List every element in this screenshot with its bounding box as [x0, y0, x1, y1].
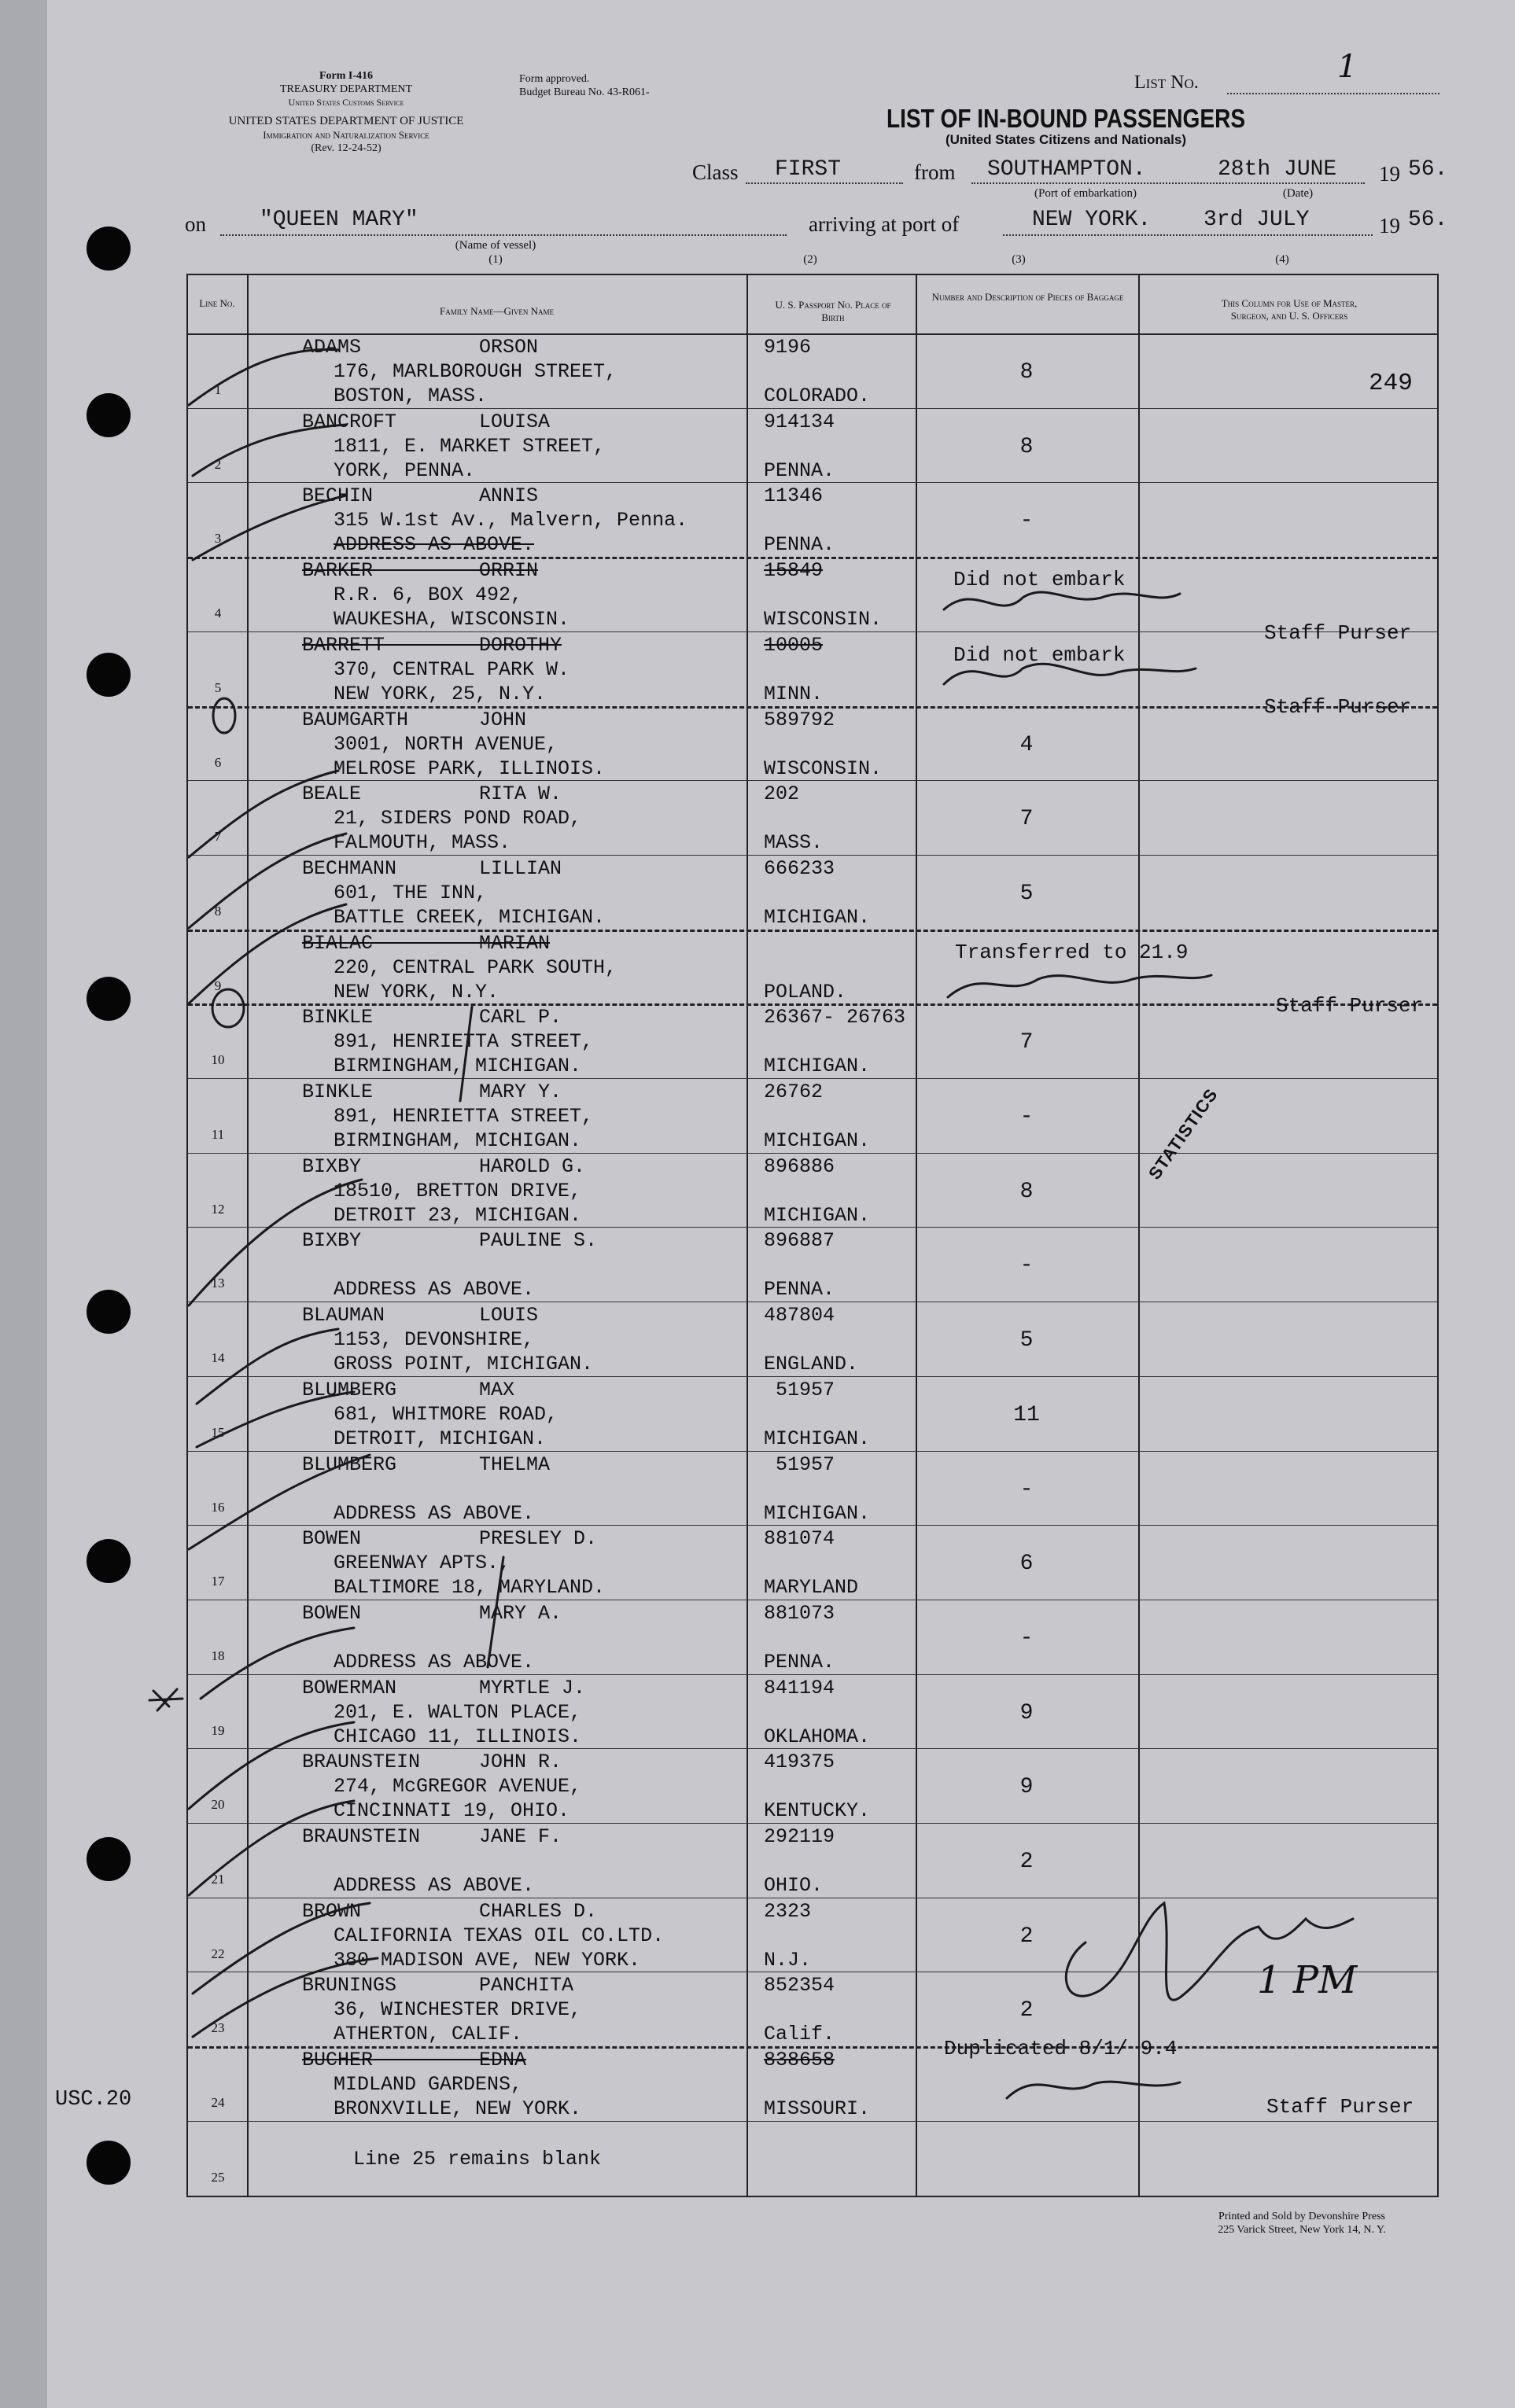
passenger-address: MIDLAND GARDENS,: [334, 2073, 523, 2097]
place-of-birth: PENNA.: [764, 458, 835, 482]
passport-number: 9196: [764, 336, 812, 359]
passenger-address: 36, WINCHESTER DRIVE,: [334, 1998, 582, 2022]
passport-number: 26762: [764, 1081, 824, 1103]
passport-number: 841194: [764, 1676, 835, 1699]
vessel-name: "QUEEN MARY": [260, 208, 418, 232]
printer-footer: Printed and Sold by Devonshire Press 225 Varick Street, New York 14, N. Y.: [1218, 2211, 1386, 2236]
passenger-name: BECHMANN LILLIAN: [302, 856, 562, 880]
place-of-birth: ENGLAND.: [764, 1353, 859, 1376]
class-label: Class: [692, 160, 739, 184]
col-header-baggage: Number and Description of Pieces of Baggage: [931, 291, 1124, 303]
note-row9: Transferred to 21.9: [955, 941, 1189, 964]
page-title: LIST OF IN-BOUND PASSENGERS: [886, 104, 1246, 133]
baggage-count: 2: [1019, 1924, 1034, 1949]
passport-number: 15849: [764, 559, 824, 583]
passenger-name: BUCHER EDNA: [302, 2049, 527, 2072]
passport-number: 292119: [764, 1825, 835, 1848]
staff-purser-row5: Staff Purser: [1264, 695, 1412, 719]
passenger-address: 18510, BRETTON DRIVE,: [334, 1179, 582, 1202]
passport-number: 2323: [764, 1899, 812, 1923]
baggage-count: 2: [1019, 1998, 1034, 2023]
passenger-name: BLUMBERG THELMA: [302, 1453, 551, 1476]
passenger-city: ADDRESS AS ABOVE.: [334, 533, 535, 557]
passport-number: 11346: [764, 484, 824, 508]
arrival-year-prefix: 19: [1379, 214, 1400, 237]
line-number: 1: [214, 382, 222, 397]
passenger-address: 891, HENRIETTA STREET,: [334, 1030, 594, 1054]
baggage-count: 8: [1019, 434, 1034, 459]
passenger-name: BANCROFT LOUISA: [302, 410, 551, 433]
passport-number: 666233: [764, 856, 835, 880]
passenger-city: GROSS POINT, MICHIGAN.: [334, 1353, 594, 1376]
col1-num: (1): [488, 253, 503, 266]
on-label: on: [185, 212, 206, 236]
passport-number: 51957: [764, 1453, 835, 1476]
line-number: 15: [211, 1424, 225, 1440]
place-of-birth: MICHIGAN.: [764, 1501, 871, 1525]
arrival-year-suffix: 56.: [1408, 208, 1448, 232]
year-prefix: 19: [1379, 162, 1400, 186]
col-header-passport: U. S. Passport No. Place of Birth: [775, 299, 891, 323]
arrival-port: NEW YORK.: [1032, 208, 1152, 232]
baggage-count: 9: [1019, 1775, 1034, 1800]
passenger-address: 201, E. WALTON PLACE,: [334, 1700, 582, 1724]
col2-num: (2): [803, 253, 817, 266]
arriving-label: arriving at port of: [809, 212, 960, 236]
passenger-city: BIRMINGHAM, MICHIGAN.: [334, 1055, 582, 1078]
note-row5: Did not embark: [953, 643, 1126, 667]
list-no-value: 1: [1337, 49, 1358, 85]
class-value: FIRST: [775, 157, 842, 182]
passenger-city: WAUKESHA, WISCONSIN.: [334, 608, 570, 631]
passenger-address: 3001, NORTH AVENUE,: [334, 732, 558, 756]
passport-number: 881073: [764, 1601, 835, 1625]
passenger-address: 274, McGREGOR AVENUE,: [334, 1775, 582, 1799]
baggage-count: 7: [1019, 1030, 1034, 1055]
passport-number: 10005: [764, 633, 824, 657]
line-number: 11: [211, 1127, 225, 1142]
passenger-city: CHICAGO 11, ILLINOIS.: [334, 1725, 582, 1748]
port-caption: (Port of embarkation): [1034, 187, 1137, 200]
passenger-city: BRONXVILLE, NEW YORK.: [334, 2097, 582, 2121]
place-of-birth: MARYLAND: [764, 1576, 859, 1600]
col-header-officers: This Column for Use of Master, Surgeon, and U. S. Officers: [1221, 297, 1358, 322]
baggage-count: -: [1019, 1477, 1034, 1502]
passenger-city: ATHERTON, CALIF.: [334, 2023, 523, 2046]
line-number: 12: [211, 1201, 225, 1217]
place-of-birth: MICHIGAN.: [764, 1129, 871, 1152]
embark-port: SOUTHAMPTON.: [987, 157, 1146, 182]
passenger-city: ADDRESS AS ABOVE.: [334, 1278, 535, 1302]
line-number: 23: [211, 2020, 225, 2036]
passenger-address: CALIFORNIA TEXAS OIL CO.LTD.: [334, 1924, 665, 1947]
passenger-name: BARKER ORRIN: [302, 559, 539, 583]
passenger-name: BECHIN ANNIS: [302, 484, 539, 508]
place-of-birth: MISSOURI.: [764, 2097, 871, 2121]
note-row4: Did not embark: [953, 568, 1126, 591]
passenger-name: BOWEN PRESLEY D.: [302, 1527, 598, 1551]
passenger-name: BROWN CHARLES D.: [302, 1899, 598, 1923]
passenger-name: BINKLE CARL P.: [302, 1006, 562, 1029]
place-of-birth: MICHIGAN.: [764, 905, 871, 929]
place-of-birth: MICHIGAN.: [764, 1427, 871, 1450]
passenger-name: BLAUMAN LOUIS: [302, 1304, 539, 1327]
passenger-name: BINKLE MARY Y.: [302, 1081, 562, 1103]
passenger-name: BRUNINGS PANCHITA: [302, 1974, 574, 1997]
line-number: 5: [214, 679, 222, 695]
passport-number: 896887: [764, 1229, 835, 1253]
passenger-address: 681, WHITMORE ROAD,: [334, 1402, 558, 1426]
baggage-count: 6: [1019, 1552, 1034, 1577]
passenger-address: 891, HENRIETTA STREET,: [334, 1105, 594, 1128]
statistics-stamp: STATISTICS: [1145, 1084, 1222, 1184]
staff-purser-row4: Staff Purser: [1264, 621, 1412, 645]
line-number: 8: [214, 903, 222, 919]
staff-purser-row24: Staff Purser: [1266, 2095, 1414, 2119]
col-header-name: Family Name—Given Name: [440, 305, 554, 317]
line-number: 22: [211, 1946, 225, 1961]
passenger-city: DETROIT 23, MICHIGAN.: [334, 1203, 582, 1227]
check-mark: [189, 349, 338, 405]
passenger-name: BEALE RITA W.: [302, 782, 562, 806]
passport-number: 202: [764, 782, 800, 806]
baggage-count: -: [1019, 509, 1034, 534]
embark-date: 28th JUNE: [1218, 157, 1337, 182]
signature-time: 1 PM: [1257, 1958, 1358, 2002]
passport-number: 881074: [764, 1527, 835, 1551]
place-of-birth: MICHIGAN.: [764, 1055, 871, 1078]
line-number: 25: [211, 2169, 225, 2185]
place-of-birth: PENNA.: [764, 1650, 835, 1673]
passenger-address: 1153, DEVONSHIRE,: [334, 1328, 535, 1352]
line-number: 13: [211, 1276, 225, 1291]
baggage-count: 11: [1013, 1402, 1040, 1427]
baggage-count: -: [1019, 1626, 1034, 1651]
passenger-city: BALTIMORE 18, MARYLAND.: [334, 1576, 606, 1600]
line-number: 20: [211, 1797, 225, 1813]
baggage-count: 8: [1019, 1179, 1034, 1204]
passenger-city: ADDRESS AS ABOVE.: [334, 1874, 535, 1897]
line-number: 10: [211, 1052, 225, 1068]
baggage-count: 5: [1019, 1328, 1034, 1353]
vessel-caption: (Name of vessel): [455, 239, 536, 252]
year-suffix: 56.: [1408, 157, 1448, 182]
passenger-city: Line 25 remains blank: [353, 2147, 602, 2171]
passport-number: 26367- 26763: [764, 1006, 906, 1029]
passenger-city: BATTLE CREEK, MICHIGAN.: [334, 905, 606, 929]
place-of-birth: OKLAHOMA.: [764, 1725, 871, 1748]
line-number: 16: [211, 1499, 225, 1515]
place-of-birth: POLAND.: [764, 980, 847, 1003]
passenger-city: MELROSE PARK, ILLINOIS.: [334, 757, 606, 780]
passenger-city: NEW YORK, 25, N.Y.: [334, 682, 547, 705]
place-of-birth: PENNA.: [764, 1278, 835, 1302]
place-of-birth: MASS.: [764, 831, 824, 855]
passenger-name: BLUMBERG MAX: [302, 1378, 515, 1401]
line-number: 2: [214, 456, 222, 472]
place-of-birth: N.J.: [764, 1948, 812, 1972]
passenger-name: BIALAC MARIAN: [302, 931, 551, 955]
passenger-city: BIRMINGHAM, MICHIGAN.: [334, 1129, 582, 1152]
passenger-name: BOWERMAN MYRTLE J.: [302, 1676, 586, 1699]
passenger-address: 315 W.1st Av., Malvern, Penna.: [334, 509, 688, 532]
line-number: 4: [214, 606, 222, 621]
doj-block: UNITED STATES DEPARTMENT OF JUSTICE Immigration and Naturalization Service (Rev. 12-24-52): [228, 115, 464, 154]
passenger-name: BOWEN MARY A.: [302, 1601, 562, 1625]
passport-number: 852354: [764, 1974, 835, 1997]
place-of-birth: OHIO.: [764, 1874, 824, 1897]
officer-note-row1: 249: [1369, 370, 1413, 397]
passport-number: 896886: [764, 1154, 835, 1178]
passenger-city: CINCINNATI 19, OHIO.: [334, 1799, 570, 1823]
passenger-name: BIXBY PAULINE S.: [302, 1229, 598, 1253]
line-number: 24: [211, 2095, 225, 2111]
passenger-name: BAUMGARTH JOHN: [302, 708, 527, 731]
passport-number: 487804: [764, 1304, 835, 1327]
place-of-birth: COLORADO.: [764, 385, 871, 407]
place-of-birth: WISCONSIN.: [764, 757, 883, 780]
page-subtitle: (United States Citizens and Nationals): [945, 132, 1187, 147]
line-number: 14: [211, 1350, 225, 1366]
passport-number: 589792: [764, 708, 835, 731]
passport-number: 51957: [764, 1378, 835, 1401]
place-of-birth: KENTUCKY.: [764, 1799, 871, 1823]
baggage-count: 8: [1019, 360, 1034, 385]
passenger-address: 370, CENTRAL PARK W.: [334, 657, 570, 681]
passenger-city: DETROIT, MICHIGAN.: [334, 1427, 547, 1450]
passenger-city: 380 MADISON AVE, NEW YORK.: [334, 1948, 641, 1972]
passenger-address: 176, MARLBOROUGH STREET,: [334, 360, 617, 383]
place-of-birth: WISCONSIN.: [764, 608, 883, 631]
baggage-count: 5: [1019, 881, 1034, 906]
passenger-name: BARRETT DOROTHY: [302, 633, 562, 657]
baggage-count: 2: [1019, 1850, 1034, 1874]
passenger-address: R.R. 6, BOX 492,: [334, 584, 523, 607]
passenger-name: ADAMS ORSON: [302, 336, 539, 359]
list-no-label: List No.: [1134, 72, 1199, 93]
place-of-birth: MINN.: [764, 682, 824, 705]
line-number: 21: [211, 1872, 225, 1887]
passenger-address: 21, SIDERS POND ROAD,: [334, 807, 582, 830]
from-label: from: [914, 160, 956, 184]
note-row24: Duplicated 8/1/ 9.4: [944, 2037, 1178, 2060]
passenger-address: GREENWAY APTS.,: [334, 1552, 511, 1575]
col-header-line: Line No.: [199, 297, 235, 309]
arrival-date: 3rd JULY: [1204, 208, 1310, 232]
baggage-count: -: [1019, 1105, 1034, 1129]
passenger-name: BRAUNSTEIN JANE F.: [302, 1825, 562, 1848]
passenger-city: ADDRESS AS ABOVE.: [334, 1650, 535, 1673]
passenger-name: BRAUNSTEIN JOHN R.: [302, 1751, 562, 1774]
line-number: 9: [214, 978, 222, 993]
passenger-address: 220, CENTRAL PARK SOUTH,: [334, 955, 617, 979]
baggage-count: 7: [1019, 807, 1034, 832]
place-of-birth: Calif.: [764, 2023, 835, 2046]
passport-number: 838658: [764, 2049, 835, 2072]
passenger-city: NEW YORK, N.Y.: [334, 980, 499, 1003]
passenger-city: YORK, PENNA.: [334, 458, 476, 482]
baggage-count: 4: [1019, 732, 1034, 757]
place-of-birth: PENNA.: [764, 533, 835, 557]
line-number: 18: [211, 1648, 225, 1663]
margin-code: USC.20: [55, 2088, 132, 2112]
col3-num: (3): [1012, 253, 1026, 266]
line-number: 3: [214, 531, 222, 547]
place-of-birth: MICHIGAN.: [764, 1203, 871, 1227]
form-id-block: Form I-416 TREASURY DEPARTMENT United States Customs Service: [279, 70, 413, 108]
line-number: 19: [211, 1722, 225, 1738]
line-number: 7: [214, 829, 222, 845]
passport-number: 419375: [764, 1751, 835, 1774]
passenger-name: BIXBY HAROLD G.: [302, 1154, 586, 1178]
passenger-city: ADDRESS AS ABOVE.: [334, 1501, 535, 1525]
baggage-count: 9: [1019, 1700, 1034, 1725]
passport-number: 914134: [764, 410, 835, 433]
passenger-address: 1811, E. MARKET STREET,: [334, 434, 606, 458]
approval-block: Form approved. Budget Bureau No. 43-R061-: [519, 73, 650, 98]
staff-purser-row9: Staff Purser: [1276, 994, 1424, 1018]
passenger-city: FALMOUTH, MASS.: [334, 831, 511, 855]
col4-num: (4): [1275, 253, 1289, 266]
line-number: 6: [214, 754, 222, 770]
line-number: 17: [211, 1574, 225, 1589]
baggage-count: -: [1019, 1254, 1034, 1279]
passenger-city: BOSTON, MASS.: [334, 385, 488, 407]
passenger-address: 601, THE INN,: [334, 881, 488, 904]
date-caption: (Date): [1282, 187, 1314, 200]
